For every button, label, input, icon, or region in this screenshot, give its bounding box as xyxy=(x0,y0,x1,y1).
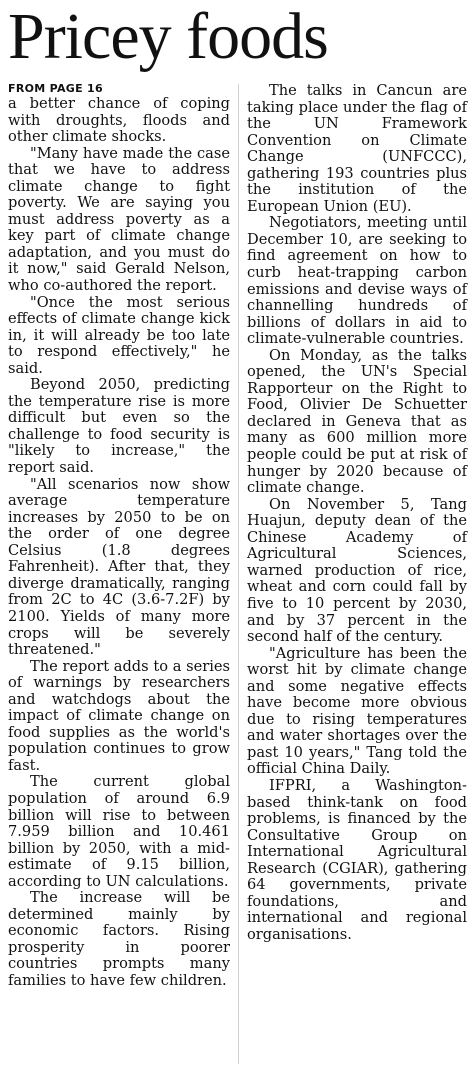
paragraph: On November 5, Tang Huajun, deputy dean of the Chinese Academy of Agricultural Sciences, warned production of rice, wheat and corn could fall by five to 10 percent by 2030, and by 37 percent in the second half of the century. xyxy=(247,495,467,646)
paragraph: Beyond 2050, predicting the temperature rise is more difficult but even so the challenge to food security is "likely to increase," the report said. xyxy=(8,376,230,477)
paragraph: IFPRI, a Washington-based think-tank on food problems, is financed by the Consultative Group on International Agricultural Research (CGIAR), gathering 64 governments, private foundations, and international and regional organisations. xyxy=(247,776,467,943)
paragraph: a better chance of coping with droughts, floods and other climate shocks. xyxy=(8,95,230,146)
headline: Pricey foods xyxy=(8,0,328,73)
paragraph: The talks in Cancun are taking place under the flag of the UN Framework Convention on Climate Change (UNFCCC), gathering 193 countries plus the institution of the European Union (EU). xyxy=(247,82,467,215)
paragraph: Negotiators, meeting until December 10, are seeking to find agreement on how to curb heat-trapping carbon emissions and devise ways of channelling hundreds of billions of dollars in aid to climate-vulnerable countries. xyxy=(247,214,467,348)
paragraph: On Monday, as the talks opened, the UN's Special Rapporteur on the Right to Food, Olivier De Schuetter declared in Geneva that as many as 600 million more people could be put at risk of hunger by 2020 because of climate change. xyxy=(247,346,467,497)
paragraph: The current global population of around 6.9 billion will rise to between 7.959 billion and 10.461 billion by 2050, with a mid-estimate of 9.15 billion, according to UN calculations. xyxy=(8,773,230,890)
paragraph: "All scenarios now show average temperature increases by 2050 to be on the order of one degree Celsius (1.8 degrees Fahrenheit). After that, they diverge dramatically, ranging from 2C to 4C (3.6-7.2F) by 2100. Yields of many more crops will be severely threatened." xyxy=(8,475,230,659)
paragraph: "Many have made the case that we have to address climate change to fight poverty. We are saying you must address poverty as a key part of climate change adaptation, and you must do it now," said Gerald Nelson, who co-authored the report. xyxy=(8,144,230,295)
paragraph: The report adds to a series of warnings by researchers and watchdogs about the impact of climate change on food supplies as the world's population continues to grow fast. xyxy=(8,657,230,774)
continued-from-kicker: FROM PAGE 16 xyxy=(8,82,103,95)
right-column xyxy=(247,83,467,943)
paragraph: "Agriculture has been the worst hit by climate change and some negative effects have become more obvious due to rising temperatures and water shortages over the past 10 years," Tang told the official China Daily. xyxy=(247,644,467,778)
column-divider xyxy=(238,84,239,1064)
paragraph: "Once the most serious effects of climate change kick in, it will already be too late to respond effectively," he said. xyxy=(8,293,230,377)
left-column xyxy=(8,82,230,990)
paragraph: The increase will be determined mainly by economic factors. Rising prosperity in poorer countries prompts many families to have few children. xyxy=(8,889,230,989)
